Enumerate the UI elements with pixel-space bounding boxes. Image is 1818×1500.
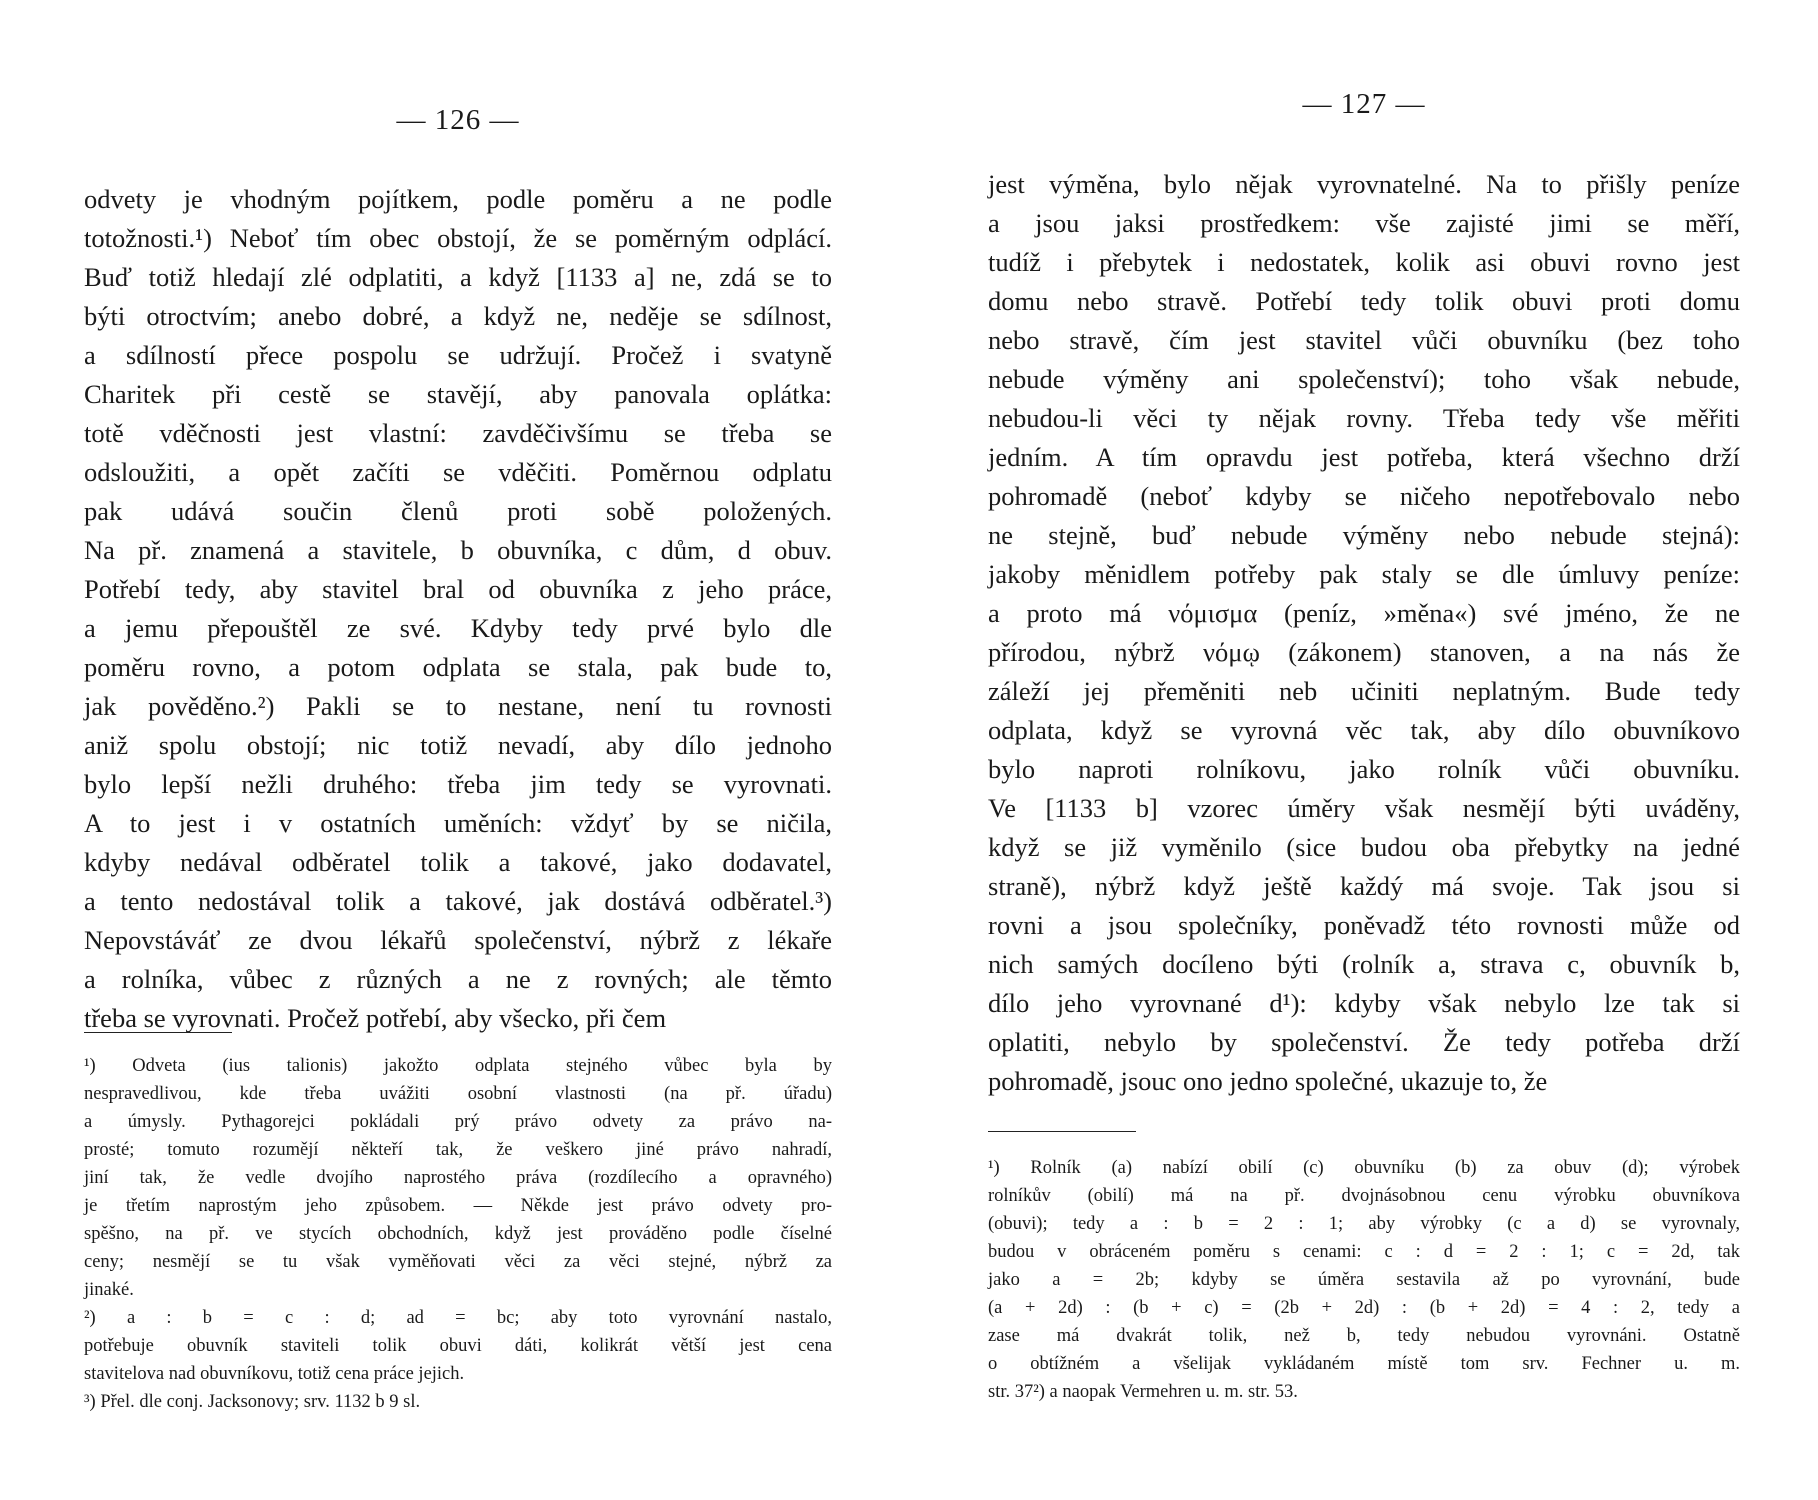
footnote-line: potřebuje obuvník staviteli tolik obuvi dáti, kolikrát větší jest cena xyxy=(84,1336,832,1356)
text-line: a proto má νόμισμα (peníz, »měna«) své jméno, že ne xyxy=(988,598,1740,628)
text-line: oplatiti, nebylo by společenství. Že tedy potřeba drží xyxy=(988,1027,1740,1057)
footnote-line: a úmysly. Pythagorejci pokládali prý právo odvety za právo na- xyxy=(84,1112,832,1132)
text-line: a jsou jaksi prostředkem: vše zajisté jimi se měří, xyxy=(988,208,1740,238)
text-line: Nepovstáváť ze dvou lékařů společenství, nýbrž z lékaře xyxy=(84,925,832,955)
text-line: třeba se vyrovnati. Pročež potřebí, aby všecko, při čem xyxy=(84,1003,667,1033)
text-line: Potřebí tedy, aby stavitel bral od obuvníka z jeho práce, xyxy=(84,574,832,604)
footnote-line: ³) Přel. dle conj. Jacksonovy; srv. 1132 b 9 sl. xyxy=(84,1392,421,1412)
text-line: A to jest i v ostatních uměních: vždyť by se ničila, xyxy=(84,808,832,838)
footnote-line: str. 37²) a naopak Vermehren u. m. str. 53. xyxy=(988,1382,1298,1402)
text-line: záleží jej přeměniti neb učiniti neplatným. Bude tedy xyxy=(988,676,1740,706)
text-line: a rolníka, vůbec z různých a ne z rovných; ale těmto xyxy=(84,964,832,994)
text-line: bylo naproti rolníkovu, jako rolník vůči obuvníku. xyxy=(988,754,1740,784)
footnote-line: budou v obráceném poměru s cenami: c : d = 2 : 1; c = 2d, tak xyxy=(988,1242,1740,1262)
text-line: odvety je vhodným pojítkem, podle poměru a ne podle xyxy=(84,184,832,214)
text-line: a jemu přepouštěl ze své. Kdyby tedy prvé bylo dle xyxy=(84,613,832,643)
page-number: — 126 — xyxy=(396,104,520,136)
footnote-line: ¹) Rolník (a) nabízí obilí (c) obuvníku (b) za obuv (d); výrobek xyxy=(988,1158,1740,1178)
body-text xyxy=(84,180,832,1038)
footnote-line: (a + 2d) : (b + c) = (2b + 2d) : (b + 2d) = 4 : 2, tedy a xyxy=(988,1298,1740,1318)
page-number: — 127 — xyxy=(1302,88,1426,120)
footnote-line: je třetím naprostým jeho způsobem. — Někde jest právo odvety pro- xyxy=(84,1196,832,1216)
text-line: dílo jeho vyrovnané d¹): kdyby však nebylo lze tak si xyxy=(988,988,1740,1018)
footnote-line: prosté; tomuto rozumějí někteří tak, že veškero jiné právo nahradí, xyxy=(84,1140,832,1160)
footnote-line: jako a = 2b; kdyby se úměra sestavila až po vyrovnání, bude xyxy=(988,1270,1740,1290)
text-line: přírodou, nýbrž νόμῳ (zákonem) stanoven, a na nás že xyxy=(988,637,1740,667)
text-line: nich samých docíleno býti (rolník a, strava c, obuvník b, xyxy=(988,949,1740,979)
footnote-line: ceny; nesmějí se tu však vyměňovati věci za věci stejné, nýbrž za xyxy=(84,1252,832,1272)
footnote-line: stavitelova nad obuvníkovu, totiž cena práce jejich. xyxy=(84,1364,465,1384)
text-line: straně), nýbrž když ještě každý má svoje. Tak jsou si xyxy=(988,871,1740,901)
footnote-line: zase má dvakrát tolik, než b, tedy nebudou vyrovnáni. Ostatně xyxy=(988,1326,1740,1346)
text-line: Buď totiž hledají zlé odplatiti, a když [1133 a] ne, zdá se to xyxy=(84,262,832,292)
text-line: kdyby nedával odběratel tolik a takové, jako dodavatel, xyxy=(84,847,832,877)
text-line: Na př. znamená a stavitele, b obuvníka, c dům, d obuv. xyxy=(84,535,832,565)
text-line: jest výměna, bylo nějak vyrovnatelné. Na to přišly peníze xyxy=(988,169,1740,199)
footnotes xyxy=(84,1052,832,1416)
text-line: odplata, když se vyrovná věc tak, aby dílo obuvníkovo xyxy=(988,715,1740,745)
text-line: Ve [1133 b] vzorec úměry však nesmějí býti uváděny, xyxy=(988,793,1740,823)
text-line: nebude výměny ani společenství); toho však nebude, xyxy=(988,364,1740,394)
text-line: pak udává součin členů proti sobě položených. xyxy=(84,496,832,526)
text-line: nebo stravě, čím jest stavitel vůči obuvníku (bez toho xyxy=(988,325,1740,355)
footnote-line: rolníkův (obilí) má na př. dvojnásobnou cenu výrobku obuvníkova xyxy=(988,1186,1740,1206)
text-line: totě vděčnosti jest vlastní: zavděčivšímu se třeba se xyxy=(84,418,832,448)
text-line: Charitek při cestě se stavějí, aby panovala oplátka: xyxy=(84,379,832,409)
text-line: domu nebo stravě. Potřebí tedy tolik obuvi proti domu xyxy=(988,286,1740,316)
text-line: a tento nedostával tolik a takové, jak dostává odběratel.³) xyxy=(84,886,832,916)
footnote-line: ²) a : b = c : d; ad = bc; aby toto vyrovnání nastalo, xyxy=(84,1308,832,1328)
text-line: nebudou-li věci ty nějak rovny. Třeba tedy vše měřiti xyxy=(988,403,1740,433)
text-line: a sdílností přece pospolu se udržují. Pročež i svatyně xyxy=(84,340,832,370)
footnote-line: nespravedlivou, kde třeba uvážiti osobní vlastnosti (na př. úřadu) xyxy=(84,1084,832,1104)
footnote-line: jiní tak, že vedle dvojího naprostého práva (rozdílecího a opravného) xyxy=(84,1168,832,1188)
footnote-rule xyxy=(988,1131,1136,1132)
footnote-line: o obtížném a všelijak vykládaném místě tom srv. Fechner u. m. xyxy=(988,1354,1740,1374)
text-line: poměru rovno, a potom odplata se stala, pak bude to, xyxy=(84,652,832,682)
text-line: jedním. A tím opravdu jest potřeba, která všechno drží xyxy=(988,442,1740,472)
footnote-line: spěšno, na př. ve stycích obchodních, když jest prováděno podle číselné xyxy=(84,1224,832,1244)
text-line: rovni a jsou společníky, poněvadž této rovnosti může od xyxy=(988,910,1740,940)
text-line: aniž spolu obstojí; nic totiž nevadí, aby dílo jednoho xyxy=(84,730,832,760)
text-line: ne stejně, buď nebude výměny nebo nebude stejná): xyxy=(988,520,1740,550)
footnotes xyxy=(988,1154,1740,1406)
text-line: pohromadě (neboť kdyby se ničeho nepotřebovalo nebo xyxy=(988,481,1740,511)
footnote-line: ¹) Odveta (ius talionis) jakožto odplata stejného vůbec byla by xyxy=(84,1056,832,1076)
text-line: tudíž i přebytek i nedostatek, kolik asi obuvi rovno jest xyxy=(988,247,1740,277)
text-line: když se již vyměnilo (sice budou oba přebytky na jedné xyxy=(988,832,1740,862)
text-line: totožnosti.¹) Neboť tím obec obstojí, že se poměrným odplácí. xyxy=(84,223,832,253)
footnote-line: jinaké. xyxy=(84,1280,134,1300)
text-line: jak pověděno.²) Pakli se to nestane, není tu rovnosti xyxy=(84,691,832,721)
text-line: pohromadě, jsouc ono jedno společné, ukazuje to, že xyxy=(988,1066,1548,1096)
text-line: odsloužiti, a opět začíti se vděčiti. Poměrnou odplatu xyxy=(84,457,832,487)
text-line: jakoby měnidlem potřeby pak staly se dle úmluvy peníze: xyxy=(988,559,1740,589)
footnote-line: (obuvi); tedy a : b = 2 : 1; aby výrobky (c a d) se vyrovnaly, xyxy=(988,1214,1740,1234)
text-line: býti otroctvím; anebo dobré, a když ne, neděje se sdílnost, xyxy=(84,301,832,331)
body-text xyxy=(988,165,1740,1101)
text-line: bylo lepší nežli druhého: třeba jim tedy se vyrovnati. xyxy=(84,769,832,799)
footnote-rule xyxy=(84,1032,232,1033)
